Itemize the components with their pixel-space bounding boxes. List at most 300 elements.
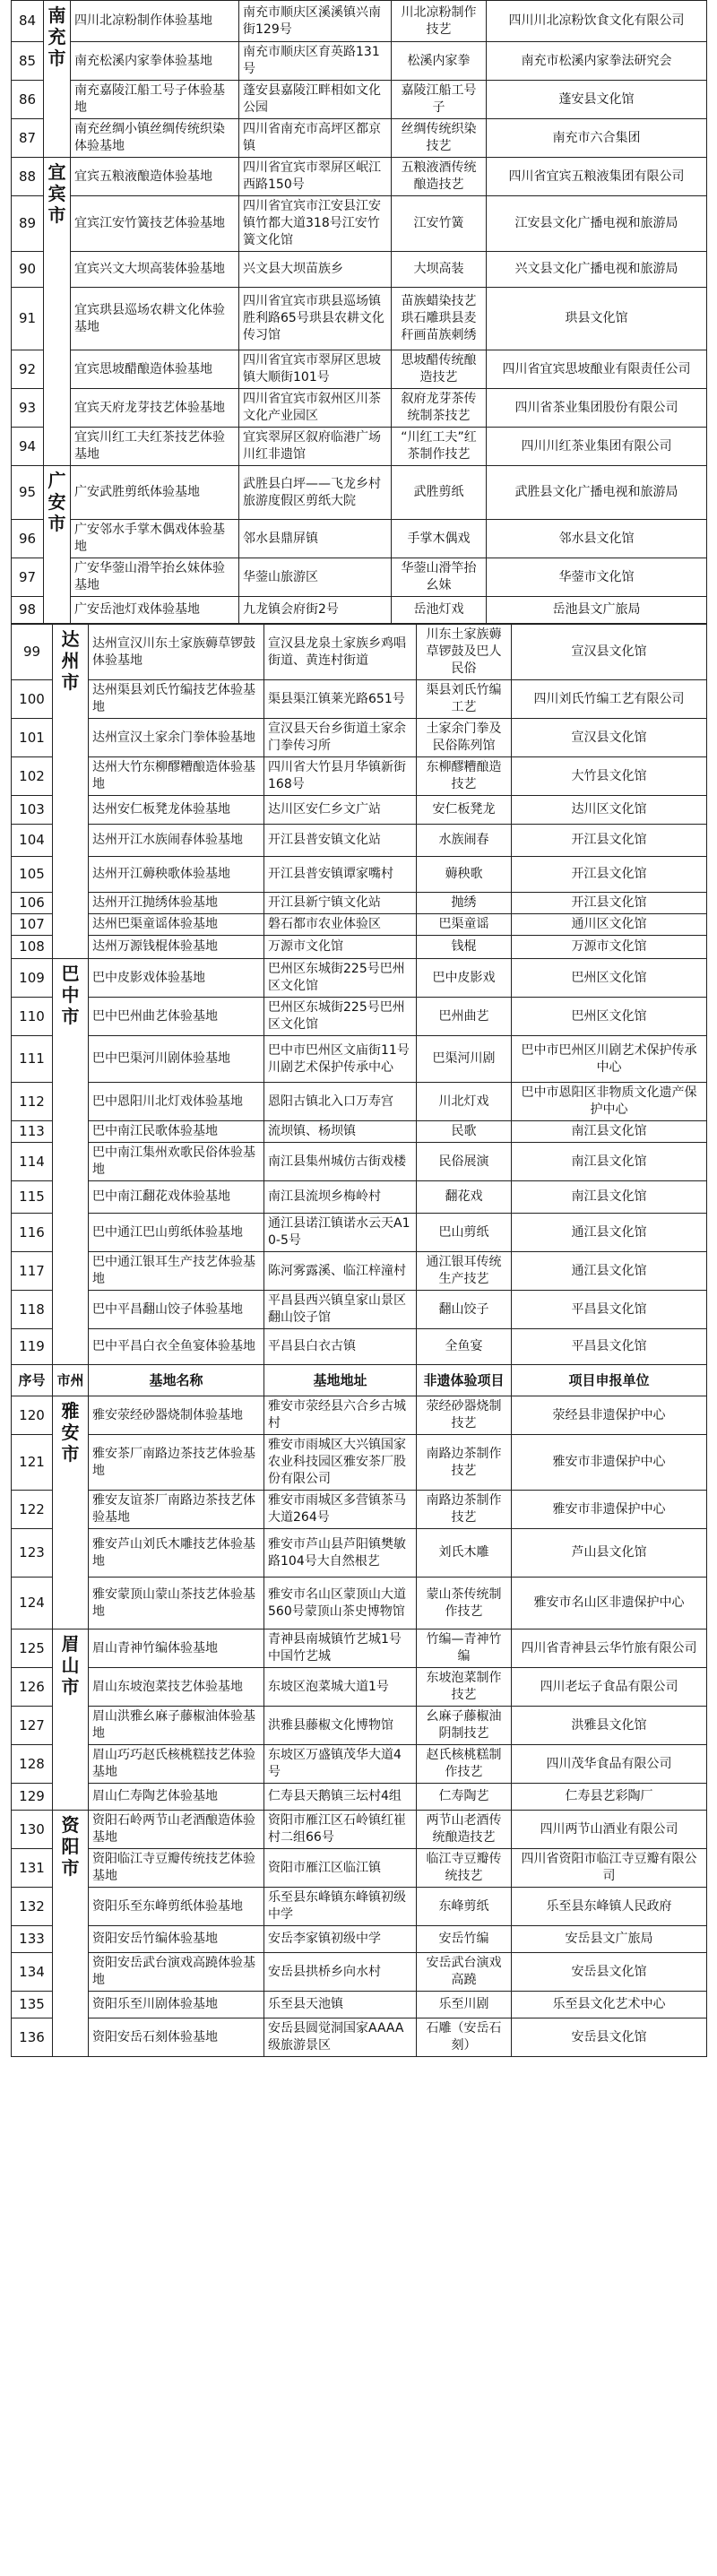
cell-number: 120 xyxy=(12,1396,53,1435)
cell-address: 雅安市雨城区大兴镇国家农业科技园区雅安茶厂股份有限公司 xyxy=(264,1435,417,1491)
cell-base-name: 雅安蒙顶山蒙山茶技艺体验基地 xyxy=(89,1578,264,1629)
cell-applicant-unit: 平昌县文化馆 xyxy=(512,1291,707,1329)
table-row xyxy=(12,1121,707,1143)
cell-address: 通江县诺江镇诺水云天A10-5号 xyxy=(264,1214,417,1252)
table-body-part3 xyxy=(12,1396,707,2057)
cell-number: 117 xyxy=(12,1252,53,1291)
cell-address: 开江县新宁镇文化站 xyxy=(264,893,417,914)
cell-heritage-item: 安岳武台演戏高蹺 xyxy=(417,1953,512,1992)
table-row xyxy=(12,428,707,466)
cell-heritage-item: 全鱼宴 xyxy=(417,1329,512,1365)
cell-heritage-item: 南路边茶制作技艺 xyxy=(417,1435,512,1491)
cell-heritage-item: 川北灯戏 xyxy=(417,1083,512,1121)
cell-address: 雅安市芦山县芦阳镇樊敏路104号大自然根艺 xyxy=(264,1529,417,1578)
cell-city: 宜宾市 xyxy=(44,158,71,466)
cell-applicant-unit: 宣汉县文化馆 xyxy=(512,625,707,680)
cell-heritage-item: 幺麻子藤椒油阴制技艺 xyxy=(417,1707,512,1745)
cell-applicant-unit: 安岳县文广旅局 xyxy=(512,1926,707,1953)
table-row xyxy=(12,558,707,597)
cell-address: 宣汉县龙泉土家族乡鸡唱街道、黄连村街道 xyxy=(264,625,417,680)
cell-number: 84 xyxy=(12,1,44,42)
cell-heritage-item: 临江寺豆瓣传统技艺 xyxy=(417,1849,512,1888)
cell-heritage-item: “川红工夫”红茶制作技艺 xyxy=(392,428,487,466)
cell-base-name: 巴中南江民歌体验基地 xyxy=(89,1121,264,1143)
cell-base-name: 宜宾兴文大坝高装体验基地 xyxy=(71,252,239,288)
cell-applicant-unit: 乐至县东峰镇人民政府 xyxy=(512,1888,707,1926)
cell-number: 115 xyxy=(12,1181,53,1214)
cell-address: 陈河雾露溪、临江梓潼村 xyxy=(264,1252,417,1291)
cell-address: 四川省宜宾市叙州区川茶文化产业园区 xyxy=(239,389,392,428)
table-row xyxy=(12,1329,707,1365)
cell-base-name: 南充松溪内家拳体验基地 xyxy=(71,42,239,81)
cell-applicant-unit: 洪雅县文化馆 xyxy=(512,1707,707,1745)
header-row xyxy=(12,1365,707,1396)
cell-number: 109 xyxy=(12,959,53,998)
cell-applicant-unit: 雅安市非遗保护中心 xyxy=(512,1491,707,1529)
cell-applicant-unit: 四川省青神县云华竹旅有限公司 xyxy=(512,1629,707,1668)
header-cell-city: 市州 xyxy=(53,1365,89,1396)
cell-address: 安岳李家镇初级中学 xyxy=(264,1926,417,1953)
cell-heritage-item: 薅秧歌 xyxy=(417,857,512,893)
cell-heritage-item: 巴州曲艺 xyxy=(417,998,512,1036)
cell-number: 119 xyxy=(12,1329,53,1365)
cell-applicant-unit: 岳池县文广旅局 xyxy=(487,597,707,624)
cell-address: 东坡区泡菜城大道1号 xyxy=(264,1668,417,1707)
heritage-base-table xyxy=(11,0,707,624)
table-row xyxy=(12,42,707,81)
cell-city: 达州市 xyxy=(53,625,89,959)
header-cell-name: 基地名称 xyxy=(89,1365,264,1396)
cell-base-name: 巴中通江银耳生产技艺体验基地 xyxy=(89,1252,264,1291)
cell-heritage-item: 东坡泡菜制作技艺 xyxy=(417,1668,512,1707)
cell-applicant-unit: 邻水县文化馆 xyxy=(487,520,707,558)
cell-base-name: 雅安友谊茶厂南路边茶技艺体验基地 xyxy=(89,1491,264,1529)
cell-heritage-item: 乐至川剧 xyxy=(417,1992,512,2018)
cell-number: 90 xyxy=(12,252,44,288)
table-row xyxy=(12,81,707,119)
table-row xyxy=(12,2018,707,2057)
cell-base-name: 眉山青神竹编体验基地 xyxy=(89,1629,264,1668)
cell-address: 开江县普安镇文化站 xyxy=(264,825,417,857)
cell-number: 110 xyxy=(12,998,53,1036)
cell-base-name: 达州万源钱棍体验基地 xyxy=(89,936,264,959)
cell-applicant-unit: 四川老坛子食品有限公司 xyxy=(512,1668,707,1707)
cell-address: 雅安市雨城区多营镇茶马大道264号 xyxy=(264,1491,417,1529)
cell-address: 邻水县鼎屏镇 xyxy=(239,520,392,558)
cell-number: 96 xyxy=(12,520,44,558)
table-header xyxy=(12,1365,707,1396)
cell-address: 南充市顺庆区溪溪镇兴南街129号 xyxy=(239,1,392,42)
cell-applicant-unit: 蓬安县文化馆 xyxy=(487,81,707,119)
cell-heritage-item: 竹编—青神竹编 xyxy=(417,1629,512,1668)
cell-base-name: 巴中通江巴山剪纸体验基地 xyxy=(89,1214,264,1252)
cell-base-name: 资阳乐至川剧体验基地 xyxy=(89,1992,264,2018)
cell-city: 南充市 xyxy=(44,1,71,158)
cell-heritage-item: 钱棍 xyxy=(417,936,512,959)
cell-number: 94 xyxy=(12,428,44,466)
cell-applicant-unit: 通江县文化馆 xyxy=(512,1214,707,1252)
table-row xyxy=(12,350,707,389)
cell-number: 107 xyxy=(12,914,53,936)
cell-number: 91 xyxy=(12,288,44,350)
cell-base-name: 资阳安岳石刻体验基地 xyxy=(89,2018,264,2057)
cell-base-name: 达州宣汉川东土家族薅草锣鼓体验基地 xyxy=(89,625,264,680)
cell-heritage-item: 巴渠童谣 xyxy=(417,914,512,936)
cell-base-name: 宜宾思坡醋酿造体验基地 xyxy=(71,350,239,389)
cell-heritage-item: 手掌木偶戏 xyxy=(392,520,487,558)
cell-heritage-item: 巴中皮影戏 xyxy=(417,959,512,998)
cell-heritage-item: 南路边茶制作技艺 xyxy=(417,1491,512,1529)
cell-applicant-unit: 南充市松溪内家拳法研究会 xyxy=(487,42,707,81)
cell-applicant-unit: 南江县文化馆 xyxy=(512,1143,707,1181)
cell-base-name: 巴中恩阳川北灯戏体验基地 xyxy=(89,1083,264,1121)
cell-address: 四川省南充市高坪区都京镇 xyxy=(239,119,392,158)
table-row xyxy=(12,825,707,857)
cell-number: 86 xyxy=(12,81,44,119)
table-row xyxy=(12,719,707,757)
table-row xyxy=(12,1,707,42)
cell-number: 88 xyxy=(12,158,44,196)
cell-base-name: 巴中平昌白衣全鱼宴体验基地 xyxy=(89,1329,264,1365)
cell-base-name: 达州巴渠童谣体验基地 xyxy=(89,914,264,936)
table-row xyxy=(12,914,707,936)
cell-applicant-unit: 通江县文化馆 xyxy=(512,1252,707,1291)
cell-heritage-item: 松溪内家拳 xyxy=(392,42,487,81)
cell-heritage-item: 石雕（安岳石刻） xyxy=(417,2018,512,2057)
cell-number: 114 xyxy=(12,1143,53,1181)
table-row xyxy=(12,936,707,959)
cell-heritage-item: 思坡醋传统酿造技艺 xyxy=(392,350,487,389)
cell-number: 95 xyxy=(12,466,44,520)
cell-applicant-unit: 开江县文化馆 xyxy=(512,825,707,857)
cell-address: 资阳市雁江区石岭镇红崔村二组66号 xyxy=(264,1811,417,1849)
cell-base-name: 南充丝绸小镇丝绸传统织染体验基地 xyxy=(71,119,239,158)
cell-address: 四川省宜宾市珙县巡场镇胜利路65号珙县农耕文化传习馆 xyxy=(239,288,392,350)
cell-number: 126 xyxy=(12,1668,53,1707)
cell-number: 104 xyxy=(12,825,53,857)
cell-address: 平昌县白衣古镇 xyxy=(264,1329,417,1365)
cell-address: 武胜县白坪——飞龙乡村旅游度假区剪纸大院 xyxy=(239,466,392,520)
table-body-part1 xyxy=(12,1,707,624)
cell-address: 华蓥山旅游区 xyxy=(239,558,392,597)
cell-heritage-item: 叙府龙芽茶传统制茶技艺 xyxy=(392,389,487,428)
cell-number: 122 xyxy=(12,1491,53,1529)
cell-address: 四川省宜宾市江安县江安镇竹都大道318号江安竹簧文化馆 xyxy=(239,196,392,252)
cell-heritage-item: 渠县刘氏竹编工艺 xyxy=(417,680,512,719)
table-row xyxy=(12,1435,707,1491)
cell-address: 安岳县拱桥乡向水村 xyxy=(264,1953,417,1992)
cell-heritage-item: 两节山老酒传统酿造技艺 xyxy=(417,1811,512,1849)
cell-number: 118 xyxy=(12,1291,53,1329)
cell-base-name: 巴中巴州曲艺体验基地 xyxy=(89,998,264,1036)
table-row xyxy=(12,757,707,796)
cell-number: 102 xyxy=(12,757,53,796)
cell-applicant-unit: 四川川北凉粉饮食文化有限公司 xyxy=(487,1,707,42)
table-row xyxy=(12,1291,707,1329)
table-row xyxy=(12,625,707,680)
cell-base-name: 宜宾天府龙芽技艺体验基地 xyxy=(71,389,239,428)
cell-heritage-item: 水族闹春 xyxy=(417,825,512,857)
table-row xyxy=(12,252,707,288)
cell-address: 南充市顺庆区育英路131号 xyxy=(239,42,392,81)
table-row xyxy=(12,1181,707,1214)
cell-applicant-unit: 四川川红茶业集团有限公司 xyxy=(487,428,707,466)
cell-applicant-unit: 南江县文化馆 xyxy=(512,1181,707,1214)
cell-heritage-item: 通江银耳传统生产技艺 xyxy=(417,1252,512,1291)
cell-city: 资阳市 xyxy=(53,1811,89,2057)
cell-heritage-item: 蒙山茶传统制作技艺 xyxy=(417,1578,512,1629)
table-row xyxy=(12,1252,707,1291)
header-cell-item: 非遗体验项目 xyxy=(417,1365,512,1396)
cell-number: 133 xyxy=(12,1926,53,1953)
cell-applicant-unit: 四川省宜宾五粮液集团有限公司 xyxy=(487,158,707,196)
cell-heritage-item: 苗族蜡染技艺珙石雕珙县麦秆画苗族刺绣 xyxy=(392,288,487,350)
cell-heritage-item: 巴渠河川剧 xyxy=(417,1036,512,1083)
cell-address: 雅安市名山区蒙顶山大道560号蒙顶山茶史博物馆 xyxy=(264,1578,417,1629)
cell-heritage-item: 赵氏核桃糕制作技艺 xyxy=(417,1745,512,1784)
cell-city: 眉山市 xyxy=(53,1629,89,1811)
table-row xyxy=(12,288,707,350)
cell-address: 兴文县大坝苗族乡 xyxy=(239,252,392,288)
cell-address: 九龙镇会府街2号 xyxy=(239,597,392,624)
table-row xyxy=(12,1578,707,1629)
cell-address: 乐至县东峰镇东峰镇初级中学 xyxy=(264,1888,417,1926)
cell-address: 磐石都市农业体验区 xyxy=(264,914,417,936)
cell-address: 南江县集州城仿古街戏楼 xyxy=(264,1143,417,1181)
cell-base-name: 雅安荥经砂器烧制体验基地 xyxy=(89,1396,264,1435)
cell-address: 资阳市雁江区临江镇 xyxy=(264,1849,417,1888)
cell-heritage-item: 刘氏木雕 xyxy=(417,1529,512,1578)
cell-address: 巴州区东城街225号巴州区文化馆 xyxy=(264,959,417,998)
cell-base-name: 资阳石岭两节山老酒酿造体验基地 xyxy=(89,1811,264,1849)
cell-number: 100 xyxy=(12,680,53,719)
cell-base-name: 广安武胜剪纸体验基地 xyxy=(71,466,239,520)
header-cell-unit: 项目申报单位 xyxy=(512,1365,707,1396)
cell-address: 平昌县西兴镇皇家山景区翻山饺子馆 xyxy=(264,1291,417,1329)
cell-number: 85 xyxy=(12,42,44,81)
cell-base-name: 眉山洪雅幺麻子藤椒油体验基地 xyxy=(89,1707,264,1745)
table-row xyxy=(12,998,707,1036)
table-row xyxy=(12,196,707,252)
cell-address: 雅安市荥经县六合乡古城村 xyxy=(264,1396,417,1435)
cell-base-name: 巴中巴渠河川剧体验基地 xyxy=(89,1036,264,1083)
cell-number: 135 xyxy=(12,1992,53,2018)
cell-address: 流坝镇、杨坝镇 xyxy=(264,1121,417,1143)
cell-base-name: 巴中南江翻花戏体验基地 xyxy=(89,1181,264,1214)
cell-applicant-unit: 开江县文化馆 xyxy=(512,893,707,914)
table-row xyxy=(12,1849,707,1888)
cell-heritage-item: 东峰剪纸 xyxy=(417,1888,512,1926)
cell-applicant-unit: 安岳县文化馆 xyxy=(512,1953,707,1992)
cell-applicant-unit: 雅安市名山区非遗保护中心 xyxy=(512,1578,707,1629)
cell-base-name: 眉山东坡泡菜技艺体验基地 xyxy=(89,1668,264,1707)
cell-applicant-unit: 四川刘氏竹编工艺有限公司 xyxy=(512,680,707,719)
cell-applicant-unit: 通川区文化馆 xyxy=(512,914,707,936)
cell-heritage-item: 安仁板凳龙 xyxy=(417,796,512,825)
cell-base-name: 宜宾川红工夫红茶技艺体验基地 xyxy=(71,428,239,466)
cell-number: 106 xyxy=(12,893,53,914)
cell-applicant-unit: 四川省宜宾思坡酿业有限责任公司 xyxy=(487,350,707,389)
table-row xyxy=(12,597,707,624)
cell-number: 111 xyxy=(12,1036,53,1083)
cell-number: 99 xyxy=(12,625,53,680)
cell-heritage-item: 民俗展演 xyxy=(417,1143,512,1181)
cell-address: 东坡区万盛镇茂华大道4号 xyxy=(264,1745,417,1784)
cell-applicant-unit: 南江县文化馆 xyxy=(512,1121,707,1143)
cell-heritage-item: 东柳醪糟酿造技艺 xyxy=(417,757,512,796)
table-row xyxy=(12,389,707,428)
cell-applicant-unit: 四川两节山酒业有限公司 xyxy=(512,1811,707,1849)
table-body-part2 xyxy=(12,625,707,1365)
cell-base-name: 资阳临江寺豆瓣传统技艺体验基地 xyxy=(89,1849,264,1888)
cell-number: 130 xyxy=(12,1811,53,1849)
cell-base-name: 宜宾珙县巡场农耕文化体验基地 xyxy=(71,288,239,350)
table-row xyxy=(12,1811,707,1849)
cell-base-name: 达州安仁板凳龙体验基地 xyxy=(89,796,264,825)
cell-base-name: 眉山仁寿陶艺体验基地 xyxy=(89,1784,264,1811)
cell-city: 巴中市 xyxy=(53,959,89,1365)
cell-heritage-item: 民歌 xyxy=(417,1121,512,1143)
cell-applicant-unit: 华蓥市文化馆 xyxy=(487,558,707,597)
cell-number: 92 xyxy=(12,350,44,389)
cell-applicant-unit: 兴文县文化广播电视和旅游局 xyxy=(487,252,707,288)
cell-applicant-unit: 开江县文化馆 xyxy=(512,857,707,893)
cell-base-name: 雅安芦山刘氏木雕技艺体验基地 xyxy=(89,1529,264,1578)
table-row xyxy=(12,1143,707,1181)
cell-applicant-unit: 宣汉县文化馆 xyxy=(512,719,707,757)
table-row xyxy=(12,1953,707,1992)
cell-base-name: 达州开江抛绣体验基地 xyxy=(89,893,264,914)
cell-number: 116 xyxy=(12,1214,53,1252)
cell-applicant-unit: 仁寿县艺彩陶厂 xyxy=(512,1784,707,1811)
cell-number: 87 xyxy=(12,119,44,158)
cell-applicant-unit: 南充市六合集团 xyxy=(487,119,707,158)
cell-applicant-unit: 荥经县非遗保护中心 xyxy=(512,1396,707,1435)
cell-number: 134 xyxy=(12,1953,53,1992)
cell-base-name: 达州开江水族闹春体验基地 xyxy=(89,825,264,857)
table-row xyxy=(12,158,707,196)
table-row xyxy=(12,1529,707,1578)
table-row xyxy=(12,1036,707,1083)
table-row xyxy=(12,1707,707,1745)
cell-number: 93 xyxy=(12,389,44,428)
cell-base-name: 眉山巧巧赵氏核桃糕技艺体验基地 xyxy=(89,1745,264,1784)
cell-address: 达川区安仁乡文广站 xyxy=(264,796,417,825)
table-row xyxy=(12,1888,707,1926)
cell-address: 青神县南城镇竹艺城1号中国竹艺城 xyxy=(264,1629,417,1668)
cell-number: 136 xyxy=(12,2018,53,2057)
cell-number: 97 xyxy=(12,558,44,597)
cell-applicant-unit: 四川省资阳市临江寺豆瓣有限公司 xyxy=(512,1849,707,1888)
cell-address: 万源市文化馆 xyxy=(264,936,417,959)
table-row xyxy=(12,1668,707,1707)
cell-heritage-item: 五粮液酒传统酿造技艺 xyxy=(392,158,487,196)
cell-address: 宣汉县天台乡街道土家余门拳传习所 xyxy=(264,719,417,757)
cell-applicant-unit: 江安县文化广播电视和旅游局 xyxy=(487,196,707,252)
table-row xyxy=(12,893,707,914)
cell-base-name: 广安邻水手掌木偶戏体验基地 xyxy=(71,520,239,558)
cell-address: 宜宾翠屏区叙府临港广场川红非遗馆 xyxy=(239,428,392,466)
cell-address: 蓬安县嘉陵江畔相如文化公园 xyxy=(239,81,392,119)
cell-heritage-item: 丝绸传统织染技艺 xyxy=(392,119,487,158)
cell-heritage-item: 安岳竹编 xyxy=(417,1926,512,1953)
cell-applicant-unit: 巴中市恩阳区非物质文化遗产保护中心 xyxy=(512,1083,707,1121)
cell-base-name: 达州大竹东柳醪糟酿造体验基地 xyxy=(89,757,264,796)
cell-applicant-unit: 安岳县文化馆 xyxy=(512,2018,707,2057)
cell-number: 121 xyxy=(12,1435,53,1491)
cell-applicant-unit: 达川区文化馆 xyxy=(512,796,707,825)
table-row xyxy=(12,119,707,158)
cell-address: 四川省宜宾市翠屏区思坡镇大顺街101号 xyxy=(239,350,392,389)
cell-applicant-unit: 乐至县文化艺术中心 xyxy=(512,1992,707,2018)
cell-number: 127 xyxy=(12,1707,53,1745)
cell-address: 安岳县圆觉洞国家AAAA级旅游景区 xyxy=(264,2018,417,2057)
cell-address: 四川省宜宾市翠屏区岷江西路150号 xyxy=(239,158,392,196)
table-row xyxy=(12,1083,707,1121)
cell-heritage-item: 大坝高装 xyxy=(392,252,487,288)
cell-heritage-item: 仁寿陶艺 xyxy=(417,1784,512,1811)
cell-heritage-item: 嘉陵江船工号子 xyxy=(392,81,487,119)
cell-applicant-unit: 芦山县文化馆 xyxy=(512,1529,707,1578)
cell-number: 124 xyxy=(12,1578,53,1629)
cell-base-name: 达州渠县刘氏竹编技艺体验基地 xyxy=(89,680,264,719)
cell-base-name: 广安岳池灯戏体验基地 xyxy=(71,597,239,624)
cell-number: 131 xyxy=(12,1849,53,1888)
cell-applicant-unit: 雅安市非遗保护中心 xyxy=(512,1435,707,1491)
cell-applicant-unit: 四川省茶业集团股份有限公司 xyxy=(487,389,707,428)
cell-number: 123 xyxy=(12,1529,53,1578)
cell-number: 89 xyxy=(12,196,44,252)
cell-address: 南江县流坝乡梅岭村 xyxy=(264,1181,417,1214)
cell-address: 开江县普安镇谭家嘴村 xyxy=(264,857,417,893)
table-row xyxy=(12,1992,707,2018)
cell-city: 雅安市 xyxy=(53,1396,89,1629)
cell-heritage-item: 翻山饺子 xyxy=(417,1291,512,1329)
cell-base-name: 巴中平昌翻山饺子体验基地 xyxy=(89,1291,264,1329)
cell-address: 巴州区东城街225号巴州区文化馆 xyxy=(264,998,417,1036)
cell-applicant-unit: 珙县文化馆 xyxy=(487,288,707,350)
cell-number: 98 xyxy=(12,597,44,624)
table-row xyxy=(12,1745,707,1784)
cell-city: 广安市 xyxy=(44,466,71,624)
cell-base-name: 宜宾五粮液酿造体验基地 xyxy=(71,158,239,196)
cell-address: 四川省大竹县月华镇新街168号 xyxy=(264,757,417,796)
cell-address: 渠县渠江镇莱光路651号 xyxy=(264,680,417,719)
cell-base-name: 资阳安岳竹编体验基地 xyxy=(89,1926,264,1953)
table-row xyxy=(12,680,707,719)
cell-number: 128 xyxy=(12,1745,53,1784)
cell-applicant-unit: 四川茂华食品有限公司 xyxy=(512,1745,707,1784)
cell-number: 129 xyxy=(12,1784,53,1811)
table-row xyxy=(12,466,707,520)
table-row xyxy=(12,1784,707,1811)
heritage-base-table-continued xyxy=(11,624,707,2057)
cell-number: 105 xyxy=(12,857,53,893)
cell-heritage-item: 翻花戏 xyxy=(417,1181,512,1214)
cell-number: 112 xyxy=(12,1083,53,1121)
cell-heritage-item: 华蓥山滑竿抬幺妹 xyxy=(392,558,487,597)
cell-address: 仁寿县天鹅镇三坛村4组 xyxy=(264,1784,417,1811)
cell-applicant-unit: 武胜县文化广播电视和旅游局 xyxy=(487,466,707,520)
cell-base-name: 达州开江薅秧歌体验基地 xyxy=(89,857,264,893)
cell-heritage-item: 岳池灯戏 xyxy=(392,597,487,624)
cell-base-name: 巴中皮影戏体验基地 xyxy=(89,959,264,998)
cell-applicant-unit: 大竹县文化馆 xyxy=(512,757,707,796)
cell-applicant-unit: 巴州区文化馆 xyxy=(512,998,707,1036)
cell-heritage-item: 川北凉粉制作技艺 xyxy=(392,1,487,42)
cell-base-name: 达州宣汉土家余门拳体验基地 xyxy=(89,719,264,757)
cell-heritage-item: 武胜剪纸 xyxy=(392,466,487,520)
